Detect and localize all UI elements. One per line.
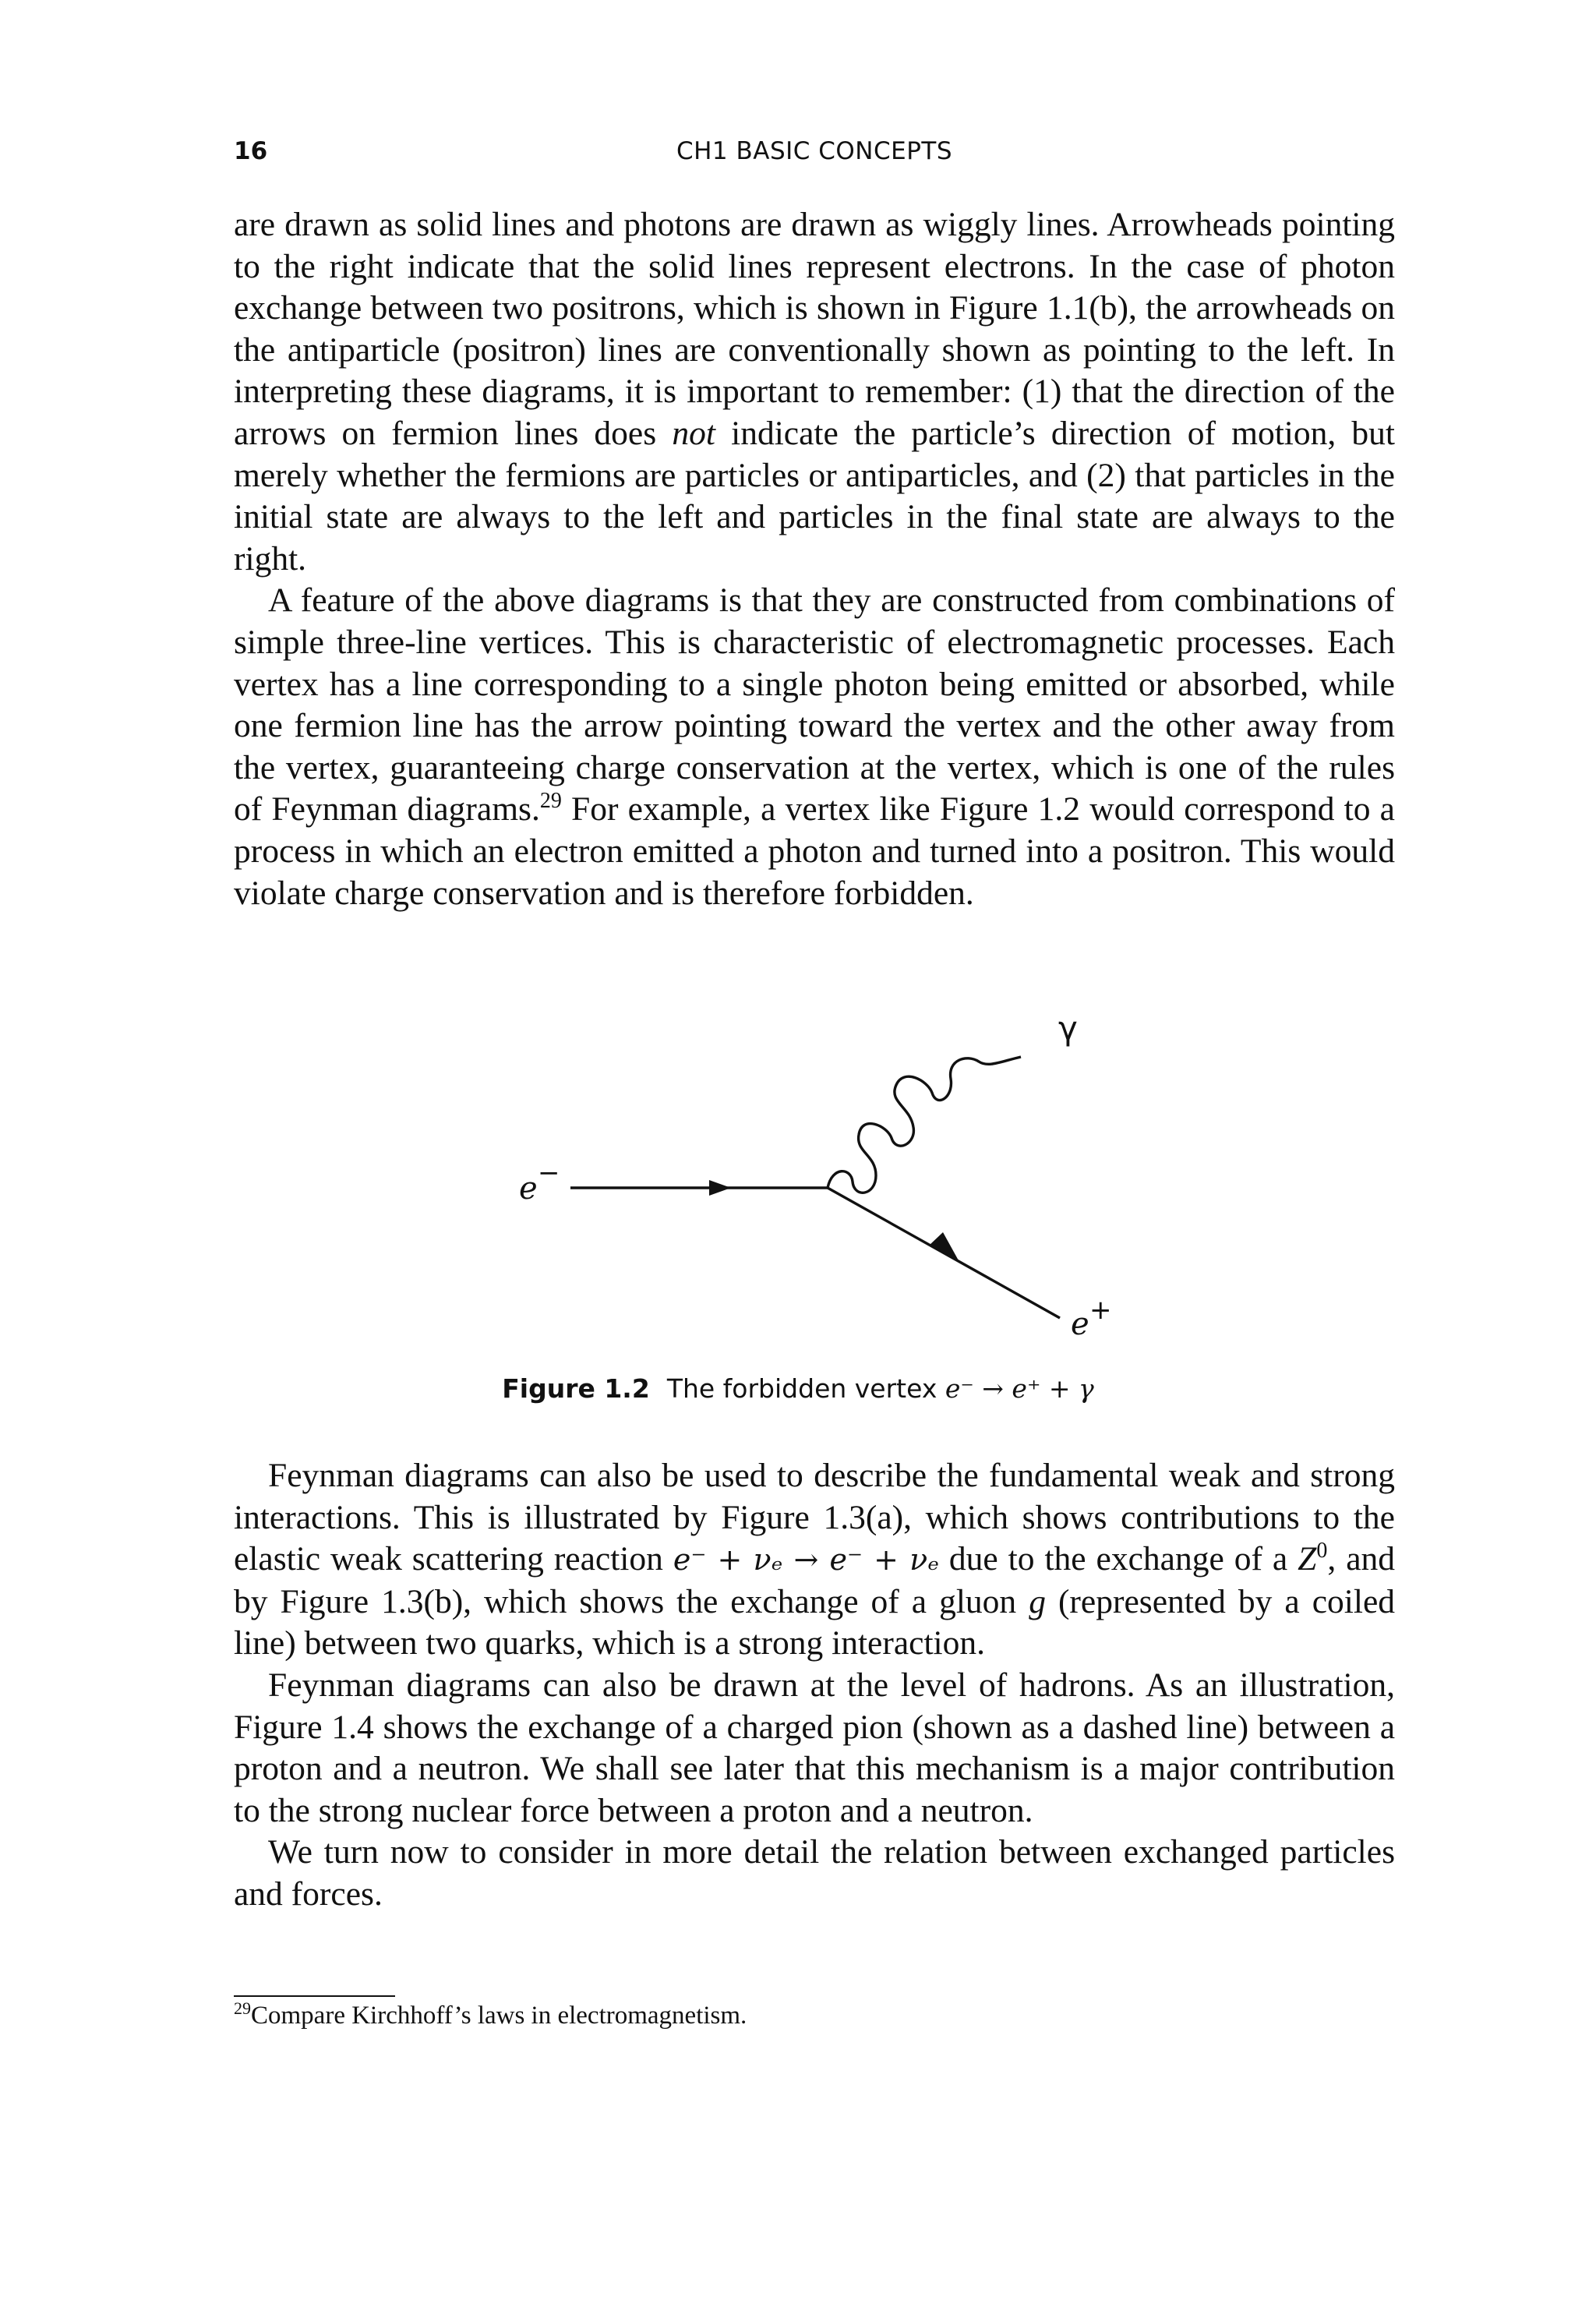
- footnote-ref[interactable]: 29: [539, 789, 562, 814]
- gluon-symbol: g: [1029, 1582, 1046, 1620]
- paragraph-text: A feature of the above diagrams is that they are constructed from combinations of simple three-line vertices. This is characteristic of electromagnetic processes. Each vertex has a line corresponding to a single photon being emitted or absorbed, while one fermion line has the arrow pointing toward the vertex and the other away from the vertex, guaranteeing charge conservation at the vertex, which is one of the rules of Feynman diagrams.: [234, 581, 1395, 829]
- reaction-formula: e⁻ + νₑ → e⁻ + νₑ: [673, 1542, 939, 1578]
- label-gamma: γ: [1058, 1009, 1078, 1048]
- footnote-rule: [234, 1995, 395, 1997]
- paragraph-vertices: [234, 580, 1395, 914]
- paragraph-text: due to the exchange of a: [938, 1540, 1298, 1578]
- label-positron: e: [1071, 1306, 1089, 1342]
- photon-line: [828, 1057, 1021, 1193]
- text-block-top: [234, 204, 1395, 914]
- footnote: [234, 2000, 747, 2031]
- figure-1-2: [483, 990, 1122, 1356]
- z-boson-symbol: Z: [1298, 1540, 1317, 1578]
- caption-text: The forbidden vertex: [666, 1373, 945, 1404]
- paragraph-continued: [234, 204, 1395, 580]
- paragraph-text: Feynman diagrams can also be used to describe the fundamental weak and strong interactions. This is illustrated by Figure 1.3(a), which shows contributions to the elastic weak scattering reaction: [234, 1457, 1395, 1578]
- paragraph-forces: We turn now to consider in more detail the relation between exchanged particles and forces.: [234, 1833, 1395, 1913]
- running-head: CH1 BASIC CONCEPTS: [676, 137, 953, 165]
- emphasis-not: not: [672, 414, 715, 452]
- label-electron: e: [519, 1171, 538, 1207]
- footnote-text: Compare Kirchhoff’s laws in electromagnetism.: [251, 2002, 747, 2030]
- caption-label: Figure 1.2: [502, 1373, 650, 1404]
- caption-math: e⁻ → e⁺ + γ: [945, 1373, 1094, 1404]
- figure-caption: [0, 1373, 1596, 1404]
- paragraph-text: For example, a vertex like Figure 1.2 would correspond to a process in which an electron emitted a photon and turned into a positron. This would violate charge conservation and is therefore forbidden.: [234, 790, 1395, 912]
- electron-arrowhead: [709, 1180, 731, 1196]
- z-boson-superscript: 0: [1316, 1539, 1328, 1564]
- feynman-vertex-diagram: [483, 990, 1122, 1356]
- page-number: 16: [234, 137, 268, 165]
- paragraph-text: , and by Figure 1.3(b), which shows the exchange of a gluon: [234, 1540, 1396, 1620]
- paragraph-weak-strong: [234, 1455, 1395, 1665]
- label-electron-sign: −: [538, 1157, 560, 1189]
- label-positron-sign: +: [1089, 1295, 1112, 1326]
- text-block-bottom: [234, 1455, 1395, 1916]
- footnote-number: 29: [234, 1998, 251, 2018]
- paragraph-text: indicate the particle’s direction of motion, but merely whether the fermions are particles or antiparticles, and (2) that particles in the initial state are always to the left and particles in the final state are always to the right.: [234, 414, 1395, 578]
- paragraph-text: are drawn as solid lines and photons are drawn as wiggly lines. Arrowheads pointing to the right indicate that the solid lines represent electrons. In the case of photon exchange between two positrons, which is shown in Figure 1.1(b), the arrowheads on the antiparticle (positron) lines are conventionally shown as pointing to the left. In interpreting these diagrams, it is important to remember: (1) that the direction of the arrows on fermion lines does: [234, 206, 1395, 452]
- paragraph-text: (represented by a coiled line) between two quarks, which is a strong interaction.: [234, 1582, 1396, 1663]
- page-header: [234, 137, 1395, 171]
- positron-arrowhead: [929, 1232, 959, 1262]
- paragraph-hadrons: Feynman diagrams can also be drawn at the level of hadrons. As an illustration, Figure 1.4 shows the exchange of a charged pion (shown as a dashed line) between a proton and a neutron. We shall see later that this mechanism is a major contribution to the strong nuclear force between a proton and a neutron.: [234, 1666, 1395, 1829]
